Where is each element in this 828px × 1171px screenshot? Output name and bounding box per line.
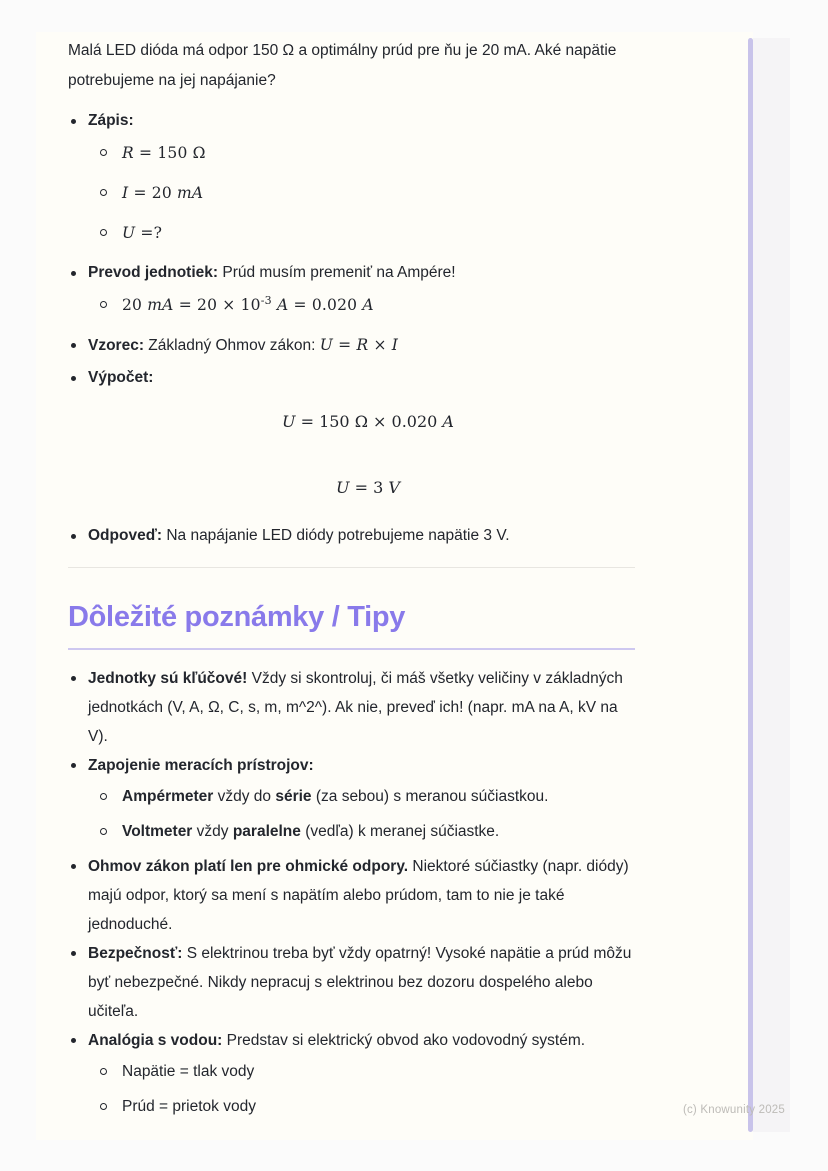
- circle-bullet-icon: [100, 149, 107, 156]
- watermark: (c) Knowunity 2025: [682, 1104, 785, 1116]
- circle-bullet-icon: [100, 229, 107, 236]
- bullet-icon: [71, 119, 76, 124]
- bullet-icon: [71, 343, 76, 348]
- list-item-eq-u: [88, 218, 664, 249]
- circle-bullet-icon: [100, 189, 107, 196]
- item-text: Na napájanie LED diódy potrebujeme napätie 3 V.: [162, 527, 510, 544]
- list-item-eq-r: [88, 138, 664, 169]
- section-heading: Dôležité poznámky / Tipy: [68, 598, 635, 650]
- item-text: Prúd = prietok vody: [122, 1098, 256, 1115]
- list-item-prevod: [68, 258, 664, 321]
- section-divider: [68, 567, 635, 568]
- item-text: Napätie = tlak vody: [122, 1063, 255, 1080]
- item-label: paralelne: [232, 823, 301, 840]
- list-item-eq-i: [88, 178, 664, 209]
- list-item-ampermeter: [88, 782, 664, 811]
- item-text: Niektoré súčiastky (napr. diódy) majú odpor, ktorý sa mení s napätím alebo prúdom, tam to nie je také jednoduché.: [88, 858, 629, 933]
- bullet-icon: [71, 376, 76, 381]
- item-label: série: [275, 788, 312, 805]
- item-label: Výpočet:: [88, 369, 154, 386]
- bullet-icon: [71, 763, 76, 768]
- list-item-ohmov: [68, 852, 664, 939]
- list-item-analogia: [68, 1026, 664, 1121]
- item-label: Ohmov zákon platí len pre ohmické odpory.: [88, 858, 409, 875]
- list-item-bezpecnost: [68, 939, 664, 1026]
- math-expression: U = R × I: [319, 336, 399, 354]
- equation-display: U = 150 Ω × 0.020 A: [282, 412, 454, 431]
- viewer-side-panel: [753, 38, 790, 1132]
- item-text: (za sebou) s meranou súčiastkou.: [311, 788, 549, 805]
- item-label: Prevod jednotiek:: [88, 264, 219, 281]
- item-text: S elektrinou treba byť vždy opatrný! Vysoké napätie a prúd môžu byť nebezpečné. Nikdy nepracuj s elektrinou bez dozoru dospelého alebo učiteľa.: [88, 945, 632, 1020]
- tips-list: [68, 664, 664, 1121]
- bullet-icon: [71, 534, 76, 539]
- zapis-sublist: [88, 138, 664, 249]
- item-text: (vedľa) k meranej súčiastke.: [300, 823, 500, 840]
- item-text: Základný Ohmov zákon:: [144, 337, 320, 354]
- item-label: Zapojenie meracích prístrojov:: [88, 757, 314, 774]
- item-text: vždy do: [213, 788, 276, 805]
- item-label: Bezpečnosť:: [88, 945, 183, 962]
- math-expression: 20 mA = $20 \times 10^{-3}$ A = 0.020 A: [122, 293, 374, 314]
- list-item-zapojenie: [68, 751, 664, 846]
- vertical-scrollbar[interactable]: [748, 38, 753, 1132]
- solution-list: [68, 106, 664, 551]
- item-label: Analógia s vodou:: [88, 1032, 223, 1049]
- zapojenie-sublist: [88, 782, 664, 846]
- item-label: Vzorec:: [88, 337, 144, 354]
- list-item-odpoved: [68, 521, 664, 551]
- list-item-vzorec: [68, 330, 664, 361]
- circle-bullet-icon: [100, 301, 107, 308]
- item-label: Voltmeter: [122, 823, 193, 840]
- item-text: Vždy si skontroluj, či máš všetky veličiny v základných jednotkách (V, A, Ω, C, s, m, m^2^). Ak nie, preveď ich! (napr. mA na A, kV na V).: [88, 670, 623, 745]
- bullet-icon: [71, 271, 76, 276]
- document-content: [68, 36, 664, 1121]
- equation-display: U = 3 V: [336, 478, 400, 497]
- bullet-icon: [71, 864, 76, 869]
- list-item-vypocet: [68, 363, 664, 503]
- circle-bullet-icon: [100, 1103, 107, 1110]
- item-text: Predstav si elektrický obvod ako vodovodný systém.: [222, 1032, 586, 1049]
- document-page: [36, 32, 753, 1140]
- bullet-icon: [71, 676, 76, 681]
- item-text: Prúd musím premeniť na Ampére!: [218, 264, 456, 281]
- list-item-voltmeter: [88, 817, 664, 846]
- list-item-zapis: [68, 106, 664, 249]
- bullet-icon: [71, 951, 76, 956]
- item-label: Zápis:: [88, 112, 134, 129]
- analogia-sublist: [88, 1057, 664, 1121]
- circle-bullet-icon: [100, 828, 107, 835]
- problem-statement: Malá LED dióda má odpor 150 Ω a optimálny prúd pre ňu je 20 mA. Aké napätie potrebujeme na jej napájanie?: [68, 42, 617, 89]
- bullet-icon: [71, 1038, 76, 1043]
- list-item-prud: [88, 1092, 664, 1121]
- prevod-sublist: [88, 290, 664, 321]
- circle-bullet-icon: [100, 1068, 107, 1075]
- list-item-eq-prevod: [88, 290, 664, 321]
- item-label: Jednotky sú kľúčové!: [88, 670, 248, 687]
- item-text: vždy: [192, 823, 233, 840]
- list-item-napatie: [88, 1057, 664, 1086]
- item-label: Ampérmeter: [122, 788, 214, 805]
- item-label: Odpoveď:: [88, 527, 163, 544]
- circle-bullet-icon: [100, 793, 107, 800]
- math-expression: I = 20 mA: [122, 184, 204, 202]
- list-item-jednotky: [68, 664, 664, 751]
- math-expression: U =?: [122, 224, 163, 242]
- math-expression: R = 150 Ω: [122, 144, 206, 162]
